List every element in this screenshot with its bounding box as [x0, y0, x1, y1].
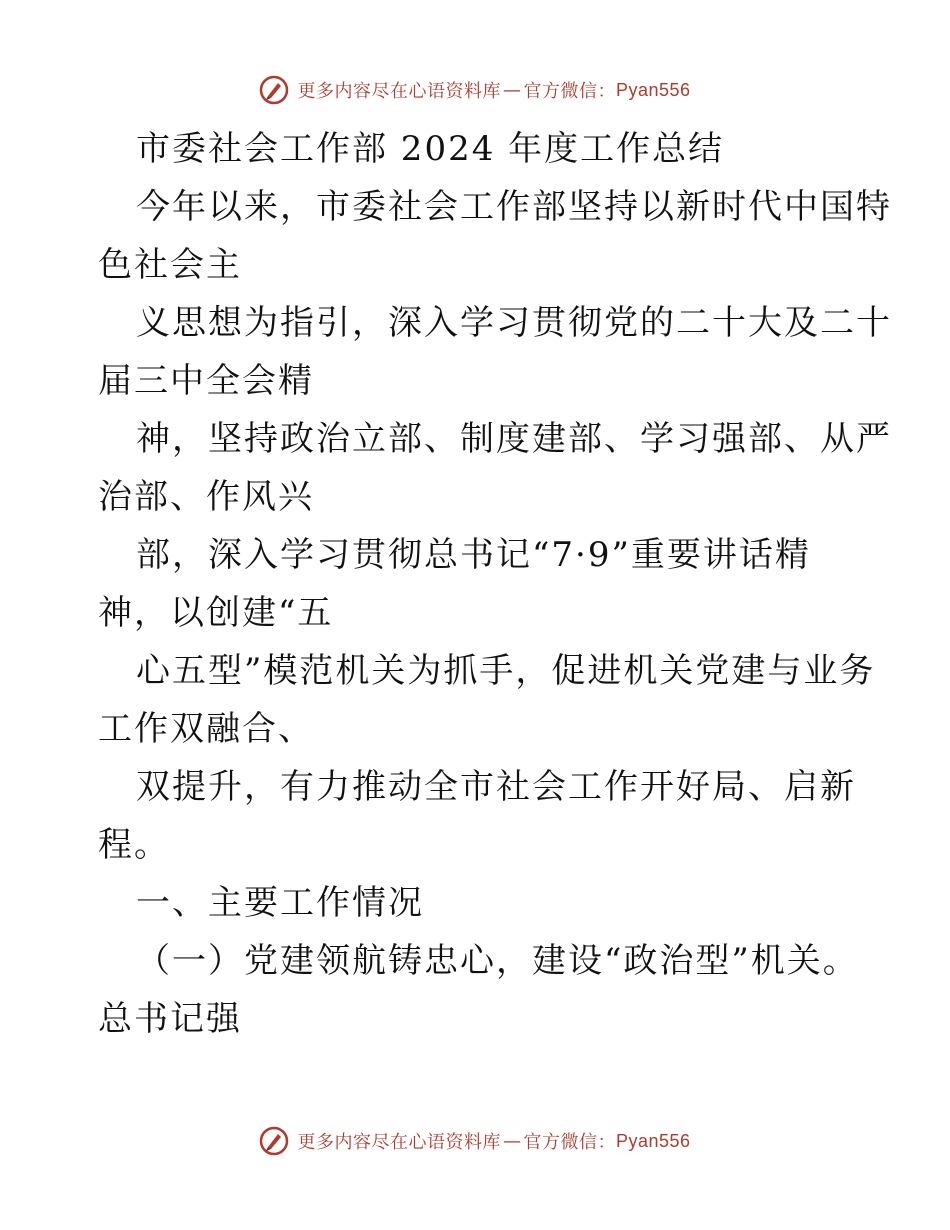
watermark-wechat-label: 官方微信： [523, 1132, 616, 1153]
paragraph-line: 心五型”模范机关为抓手，促进机关党建与业务 [136, 651, 876, 691]
paragraph-line: 义思想为指引，深入学习贯彻党的二十大及二十 [136, 303, 892, 343]
watermark-footer [0, 1126, 950, 1156]
document-title: 市委社会工作部 2024 年度工作总结 [136, 129, 725, 169]
paragraph-line: 色社会主 [98, 245, 242, 285]
watermark-wechat-id: Pyan556 [615, 1130, 691, 1151]
watermark-wechat-id: Pyan556 [615, 79, 691, 100]
paragraph-line: 治部、作风兴 [98, 477, 314, 517]
watermark-text: 更多内容尽在心语资料库 [297, 1132, 501, 1153]
watermark-separator: — [502, 1130, 522, 1152]
document-body [98, 120, 892, 1048]
watermark-separator: — [502, 79, 522, 101]
watermark-header [0, 75, 950, 105]
paragraph-line: 程。 [98, 825, 170, 865]
paragraph-line: 届三中全会精 [98, 361, 314, 401]
pen-logo-icon [259, 75, 289, 105]
paragraph-line: 双提升，有力推动全市社会工作开好局、启新 [136, 767, 856, 807]
pen-logo-icon [259, 1126, 289, 1156]
paragraph-line: 总书记强 [98, 999, 242, 1039]
paragraph-line: 今年以来，市委社会工作部坚持以新时代中国特 [136, 187, 892, 227]
watermark-wechat-label: 官方微信： [523, 81, 616, 102]
paragraph-line: 部，深入学习贯彻总书记“7·9”重要讲话精 [136, 535, 811, 575]
subsection-heading: （一）党建领航铸忠心，建设“政治型”机关。 [136, 941, 859, 981]
section-heading: 一、主要工作情况 [136, 883, 424, 923]
paragraph-line: 神，坚持政治立部、制度建部、学习强部、从严 [136, 419, 892, 459]
paragraph-line: 工作双融合、 [98, 709, 314, 749]
paragraph-line: 神，以创建“五 [98, 593, 334, 633]
watermark-text: 更多内容尽在心语资料库 [297, 81, 501, 102]
